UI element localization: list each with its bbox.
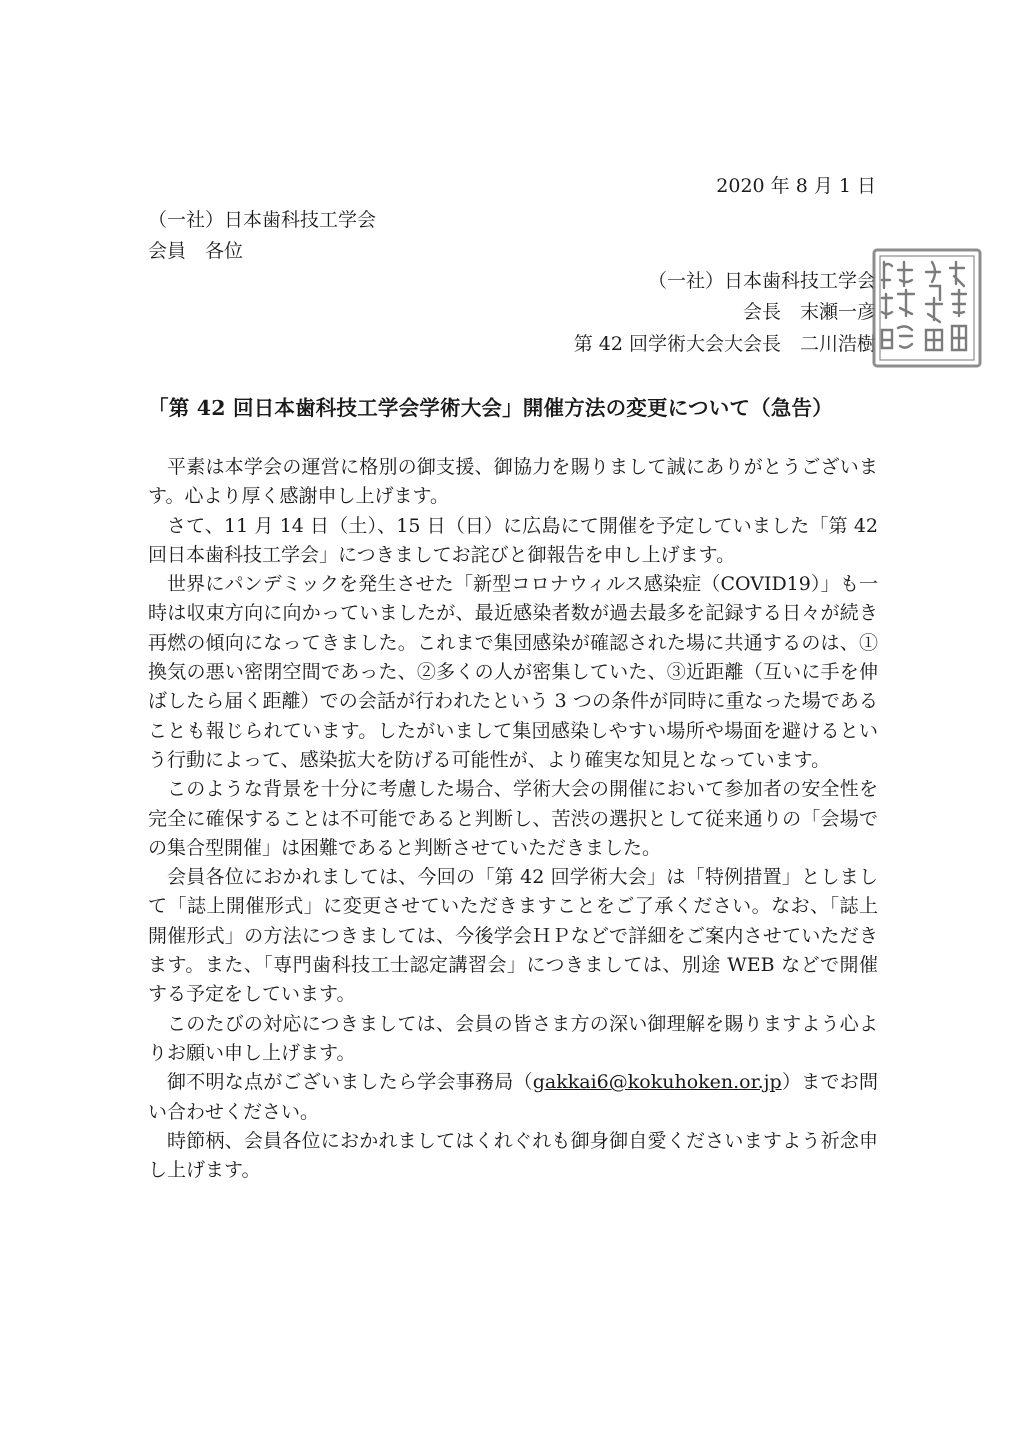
sender-organization: （一社）日本歯科技工学会 <box>647 270 876 292</box>
document-body <box>148 453 878 1185</box>
sender-congress-president: 第 42 回学術大会大会長 二川浩樹 <box>573 333 876 355</box>
addressee-recipients: 会員 各位 <box>148 240 244 262</box>
body-paragraph-announcement: さて、11 月 14 日（土）、15 日（日）に広島にて開催を予定していました「第 42 回日本歯科技工学会」につきましてお詫びと御報告を申し上げます。 <box>148 514 878 566</box>
body-paragraph-covid-situation: 世界にパンデミックを発生させた「新型コロナウィルス感染症（COVID19）」も一時は収束方向に向かっていましたが、最近感染者数が過去最多を記録する日々が続き再燃の傾向になってきました。これまで集団感染が確認された場に共通するのは、①換気の悪い密閉空間であった、②多くの人が密集していた、③近距離（互いに手を伸ばしたら届く距離）での会話が行われたという 3 つの条件が同時に重なった場であることも報じられています。したがいまして集団感染しやすい場所や場面を避けるという行動によって、感染拡大を防げる可能性が、より確実な知見となっています。 <box>148 573 878 771</box>
body-paragraph-format-change: 会員各位におかれましては、今回の「第 42 回学術大会」は「特例措置」としまして「誌上開催形式」に変更させていただきますことをご了承ください。なお、「誌上開催形式」の方法につきましては、今後学会ＨＰなどで詳細をご案内させていただきます。また、「専門歯科技工士認定講習会」につきましては、別途 WEB などで開催する予定をしています。 <box>148 866 878 1006</box>
contact-email-link[interactable]: gakkai6@kokuhoken.or.jp <box>532 1071 782 1094</box>
document-subject: 「第 42 回日本歯科技工学会学術大会」開催方法の変更について（急告） <box>148 396 833 420</box>
body-paragraph-closing: 時節柄、会員各位におかれましてはくれぐれも御身御自愛くださいますよう祈念申し上げます。 <box>148 1129 878 1182</box>
contact-text-before: 御不明な点がございましたら学会事務局（ <box>167 1071 533 1094</box>
sender-president: 会長 末瀬一彦 <box>742 301 876 323</box>
addressee-organization: （一社）日本歯科技工学会 <box>148 209 377 231</box>
body-paragraph-greeting: 平素は本学会の運営に格別の御支援、御協力を賜りまして誠にありがとうございます。心より厚く感謝申し上げます。 <box>148 456 878 508</box>
official-seal-stamp <box>870 246 984 370</box>
body-paragraph-decision: このような背景を十分に考慮した場合、学術大会の開催において参加者の安全性を完全に確保することは不可能であると判断し、苦渋の選択として従来通りの「会場での集合型開催」は困難であると判断させていただきました。 <box>148 778 878 859</box>
body-paragraph-request: このたびの対応につきましては、会員の皆さま方の深い御理解を賜りますよう心よりお願い申し上げます。 <box>148 1012 878 1064</box>
document-date: 2020 年 8 月 1 日 <box>716 175 876 197</box>
body-paragraph-contact <box>148 1068 878 1127</box>
contact-text-after: ）までお問い合わせください。 <box>148 1071 878 1123</box>
